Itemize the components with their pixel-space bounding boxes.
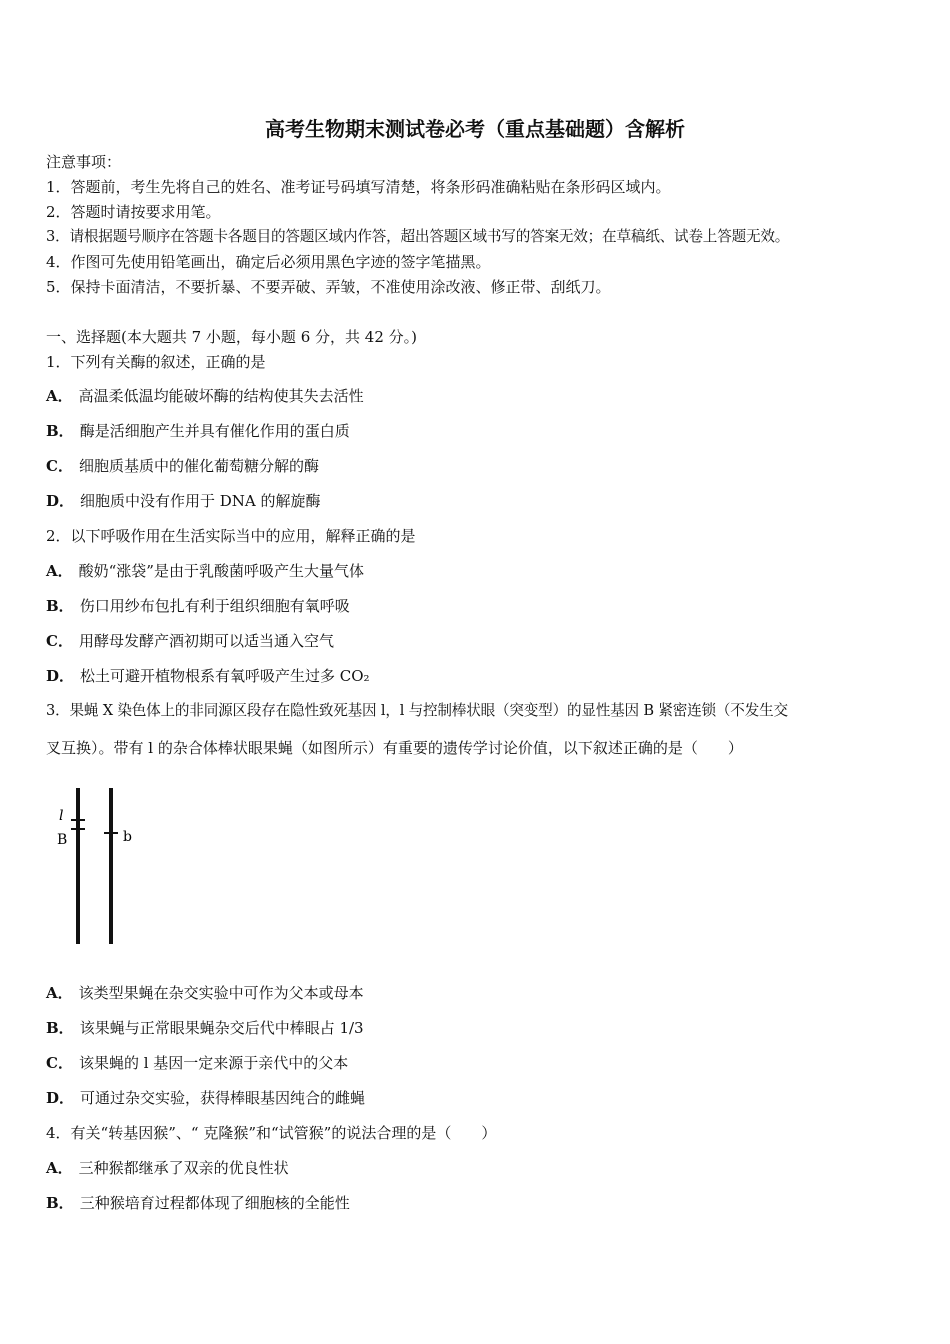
option-label: C． — [46, 632, 73, 650]
notice-item: 2．答题时请按要求用笔。 — [46, 203, 221, 221]
gene-mark-b-upper — [71, 828, 85, 830]
option-label: A． — [46, 562, 73, 580]
question-stem: 1．下列有关酶的叙述，正确的是 — [46, 353, 266, 371]
option-text: 细胞质基质中的催化葡萄糖分解的酶 — [78, 457, 319, 475]
notice-item: 1．答题前，考生先将自己的姓名、准考证号码填写清楚，将条形码准确粘贴在条形码区域内。 — [46, 178, 671, 196]
question-stem: 4．有关“转基因猴”、“ 克隆猴”和“试管猴”的说法合理的是（ ） — [46, 1124, 497, 1142]
gene-label-l: l — [59, 808, 64, 824]
option-a — [46, 1158, 289, 1178]
option-text: 酸奶“涨袋”是由于乳酸菌呼吸产生大量气体 — [78, 562, 364, 580]
notice-item: 3．请根据题号顺序在答题卡各题目的答题区域内作答，超出答题区域书写的答案无效；在草稿纸、试卷上答题无效。 — [46, 228, 790, 245]
option-a — [46, 561, 364, 581]
page-title: 高考生物期末测试卷必考（重点基础题）含解析 — [265, 117, 685, 141]
gene-label-b: b — [123, 829, 132, 845]
option-label: B． — [46, 597, 74, 615]
option-c — [46, 456, 319, 476]
question-stem-continued: 叉互换）。带有 l 的杂合体棒状眼果蝇（如图所示）有重要的遗传学讨论价值，以下叙述正确的是（ ） — [46, 739, 743, 757]
option-text: 该果蝇与正常眼果蝇杂交后代中棒眼占 1/3 — [79, 1019, 364, 1037]
option-label: D． — [46, 492, 75, 510]
option-c — [46, 1053, 348, 1073]
option-text: 该果蝇的 l 基因一定来源于亲代中的父本 — [78, 1054, 349, 1072]
option-text: 用酵母发酵产酒初期可以适当通入空气 — [78, 632, 334, 650]
option-text: 松土可避开植物根系有氧呼吸产生过多 CO₂ — [80, 667, 370, 685]
option-text: 伤口用纱布包扎有利于组织细胞有氧呼吸 — [79, 597, 350, 615]
option-b — [46, 1193, 350, 1213]
option-label: B． — [46, 422, 74, 440]
question-stem: 3．果蝇 X 染色体上的非同源区段存在隐性致死基因 l，l 与控制棒状眼（突变型）的显性基因 B 紧密连锁（不发生交 — [46, 702, 788, 719]
option-label: A． — [46, 387, 73, 405]
option-text: 三种猴培育过程都体现了细胞核的全能性 — [79, 1194, 350, 1212]
chromosome-figure — [52, 782, 152, 952]
chromosome-left — [76, 788, 80, 944]
option-label: C． — [46, 457, 73, 475]
option-label: A． — [46, 1159, 73, 1177]
option-b — [46, 421, 350, 441]
option-b — [46, 1018, 364, 1038]
option-label: D． — [46, 667, 75, 685]
gene-label-B: B — [57, 832, 68, 848]
option-label: D． — [46, 1089, 75, 1107]
option-c — [46, 631, 334, 651]
chromosome-right — [109, 788, 113, 944]
notice-heading: 注意事项： — [46, 153, 122, 171]
option-text: 可通过杂交实验，获得棒眼基因纯合的雌蝇 — [80, 1089, 366, 1107]
option-text: 细胞质中没有作用于 DNA 的解旋酶 — [80, 492, 321, 510]
option-d — [46, 666, 370, 686]
section-heading: 一、选择题(本大题共 7 小题，每小题 6 分，共 42 分。) — [46, 328, 417, 346]
option-label: A． — [46, 984, 73, 1002]
option-text: 三种猴都继承了双亲的优良性状 — [78, 1159, 289, 1177]
notice-item: 4．作图可先使用铅笔画出，确定后必须用黑色字迹的签字笔描黑。 — [46, 253, 491, 271]
option-text: 该类型果蝇在杂交实验中可作为父本或母本 — [78, 984, 364, 1002]
option-text: 酶是活细胞产生并具有催化作用的蛋白质 — [79, 422, 350, 440]
option-label: B． — [46, 1194, 74, 1212]
option-a — [46, 983, 364, 1003]
option-a — [46, 386, 364, 406]
notice-item: 5．保持卡面清洁，不要折暴、不要弄破、弄皱，不准使用涂改液、修正带、刮纸刀。 — [46, 278, 611, 296]
option-label: B． — [46, 1019, 74, 1037]
option-d — [46, 491, 321, 511]
option-label: C． — [46, 1054, 73, 1072]
gene-mark-l — [71, 819, 85, 821]
question-stem: 2．以下呼吸作用在生活实际当中的应用，解释正确的是 — [46, 527, 416, 545]
option-d — [46, 1088, 365, 1108]
option-text: 高温柔低温均能破坏酶的结构使其失去活性 — [78, 387, 364, 405]
gene-mark-b-right — [104, 832, 118, 834]
option-b — [46, 596, 350, 616]
